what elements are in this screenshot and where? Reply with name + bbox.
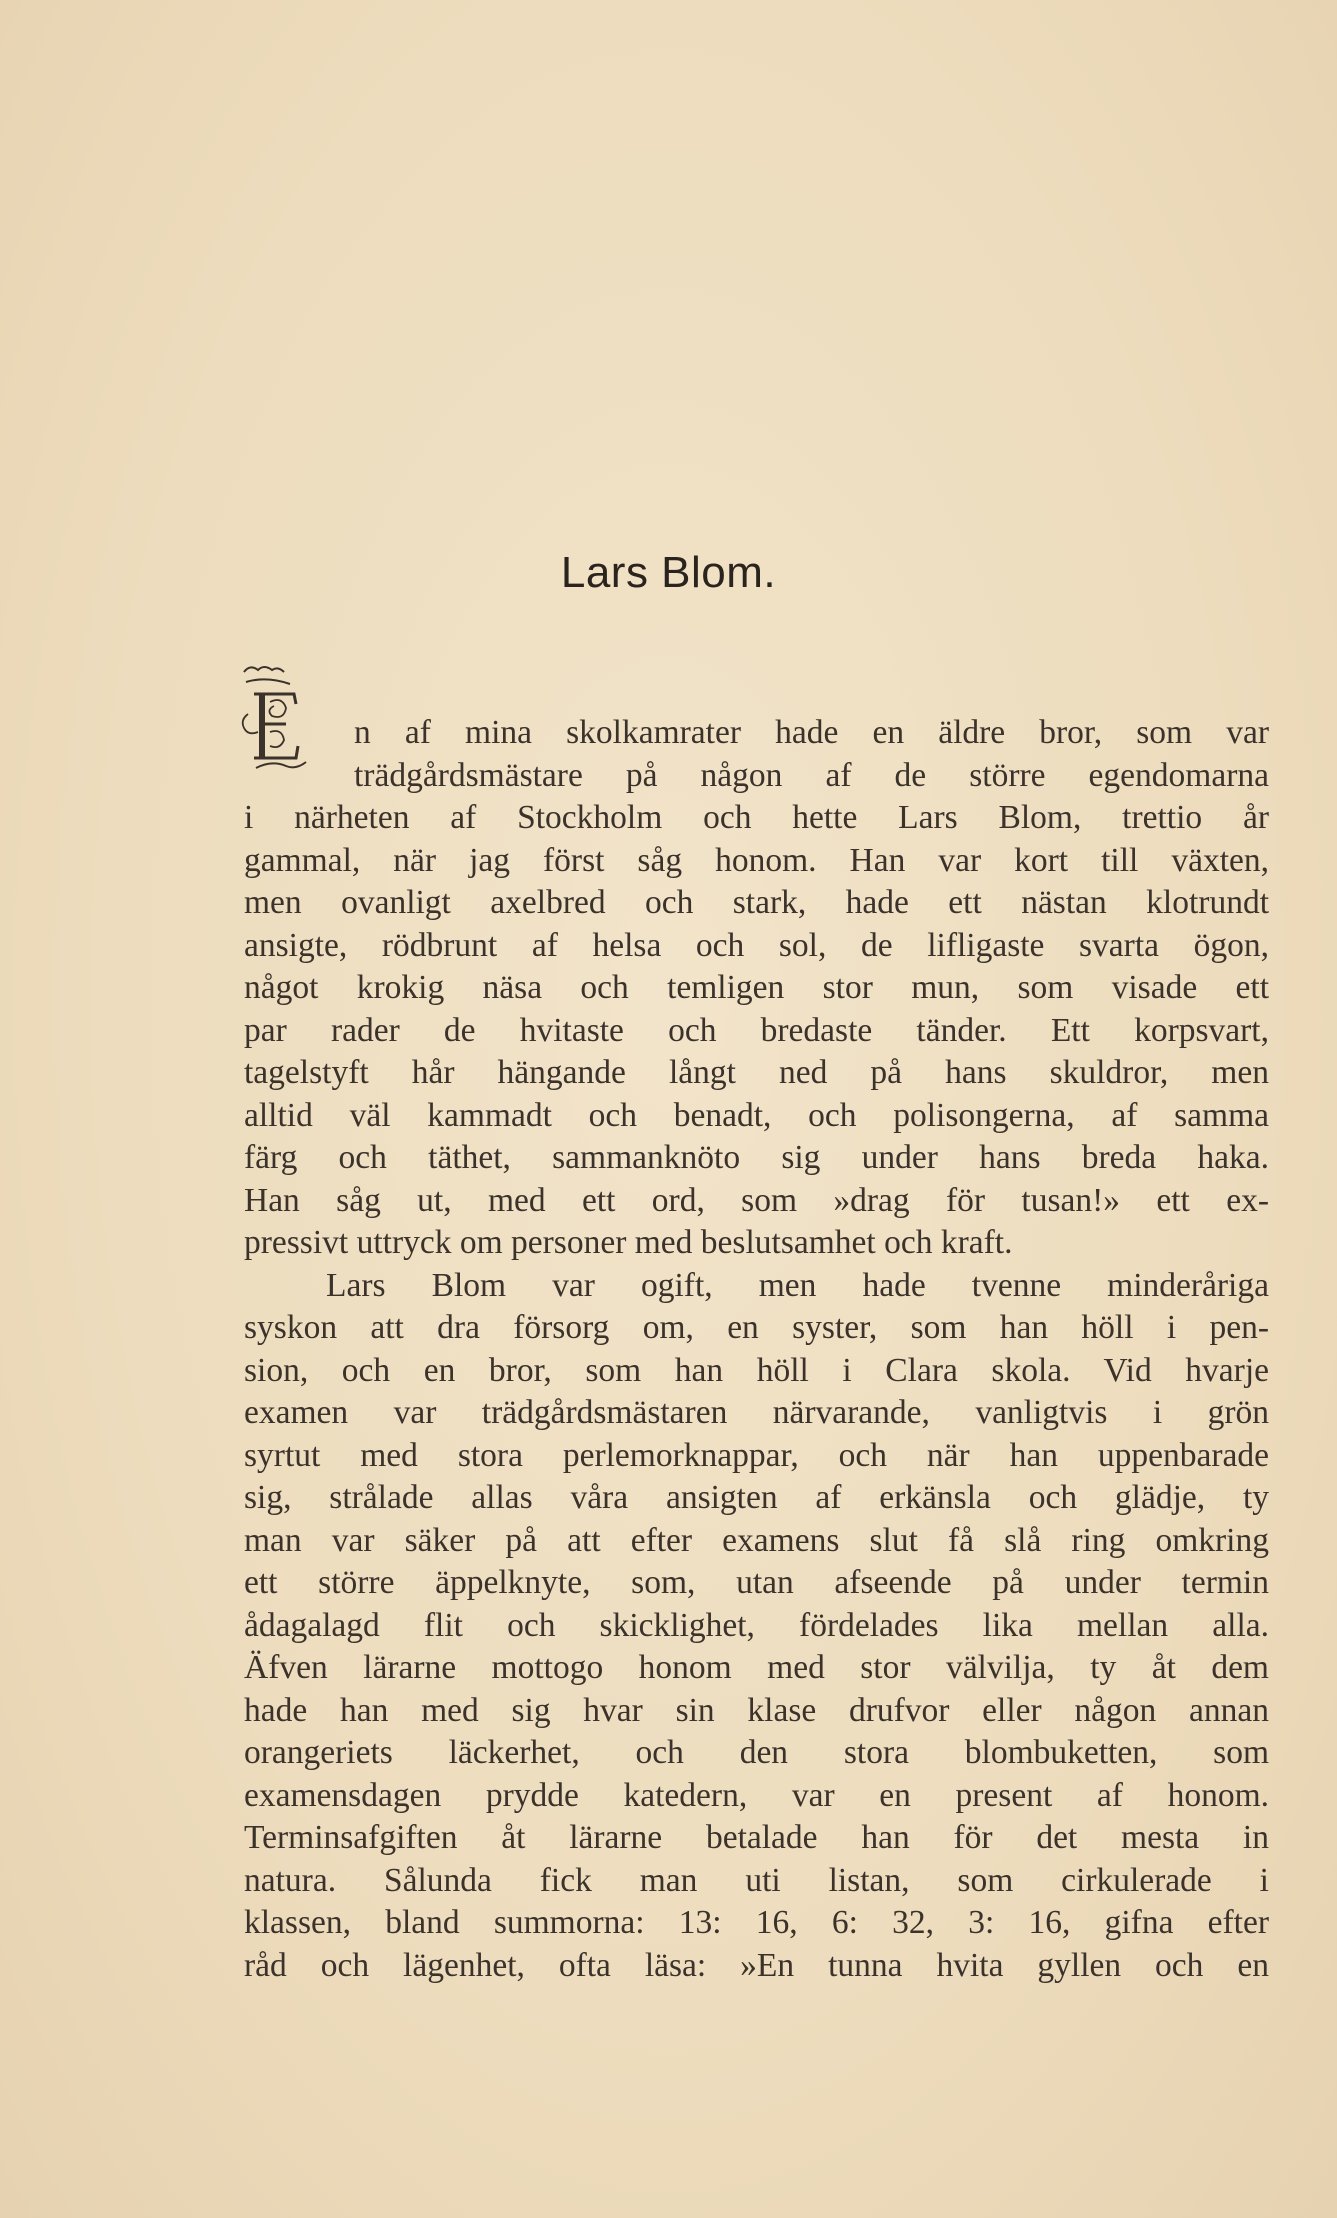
text-line: ett större äppelknyte, som, utan afseende på under termin (244, 1564, 1269, 1601)
text-line: hade han med sig hvar sin klase drufvor eller någon annan (244, 1691, 1269, 1729)
text-line: Äfven lärarne mottogo honom med stor välvilja, ty åt dem (244, 1649, 1269, 1686)
text-line: tagelstyft hår hängande långt ned på hans skuldror, men (244, 1054, 1269, 1091)
text-line: par rader de hvitaste och bredaste tänder. Ett korpsvart, (244, 1011, 1269, 1049)
text-line: natura. Sålunda fick man uti listan, som cirkulerade i (244, 1861, 1269, 1899)
text-line: pressivt uttryck om personer med beslutsamhet och kraft. (244, 1224, 1013, 1261)
text-line: gammal, när jag först såg honom. Han var kort till växten, (244, 841, 1269, 879)
text-line: syrtut med stora perlemorknappar, och när han uppenbarade (244, 1436, 1269, 1474)
text-line: orangeriets läckerhet, och den stora blombuketten, som (244, 1734, 1269, 1771)
text-line: syskon att dra försorg om, en syster, som han höll i pen- (244, 1309, 1269, 1346)
text-line: n af mina skolkamrater hade en äldre bror, som var (354, 714, 1269, 751)
text-line: Terminsafgiften åt lärarne betalade han för det mesta in (244, 1819, 1269, 1856)
text-line: sig, strålade allas våra ansigten af erkänsla och glädje, ty (244, 1479, 1269, 1516)
text-line: ådagalagd flit och skicklighet, fördelades lika mellan alla. (244, 1606, 1269, 1644)
text-line: man var säker på att efter examens slut få slå ring omkring (244, 1521, 1269, 1559)
text-line: Lars Blom var ogift, men hade tvenne minderåriga (326, 1266, 1269, 1304)
text-line: i närheten af Stockholm och hette Lars Blom, trettio år (244, 799, 1269, 836)
text-line: trädgårdsmästare på någon af de större egendomarna (354, 756, 1269, 794)
text-line: klassen, bland summorna: 13: 16, 6: 32, 3: 16, gifna efter (244, 1904, 1269, 1941)
text-line: ansigte, rödbrunt af helsa och sol, de lifligaste svarta ögon, (244, 926, 1269, 964)
text-line: men ovanligt axelbred och stark, hade ett nästan klotrundt (244, 884, 1269, 921)
chapter-title: Lars Blom. (560, 548, 777, 597)
text-line: råd och lägenhet, ofta läsa: »En tunna hvita gyllen och en (244, 1946, 1269, 1984)
drop-cap-letter: E (236, 658, 237, 659)
text-line: examensdagen prydde katedern, var en present af honom. (244, 1776, 1269, 1814)
text-line: sion, och en bror, som han höll i Clara skola. Vid hvarje (244, 1351, 1269, 1389)
text-line: examen var trädgårdsmästaren närvarande, vanligtvis i grön (244, 1394, 1269, 1431)
text-line: något krokig näsa och temligen stor mun, som visade ett (244, 969, 1269, 1006)
text-line: alltid väl kammadt och benadt, och polisongerna, af samma (244, 1096, 1269, 1134)
text-line: Han såg ut, med ett ord, som »drag för tusan!» ett ex- (244, 1181, 1269, 1219)
body-text (244, 712, 1269, 1987)
text-line: färg och täthet, sammanknöto sig under hans breda haka. (244, 1139, 1269, 1176)
